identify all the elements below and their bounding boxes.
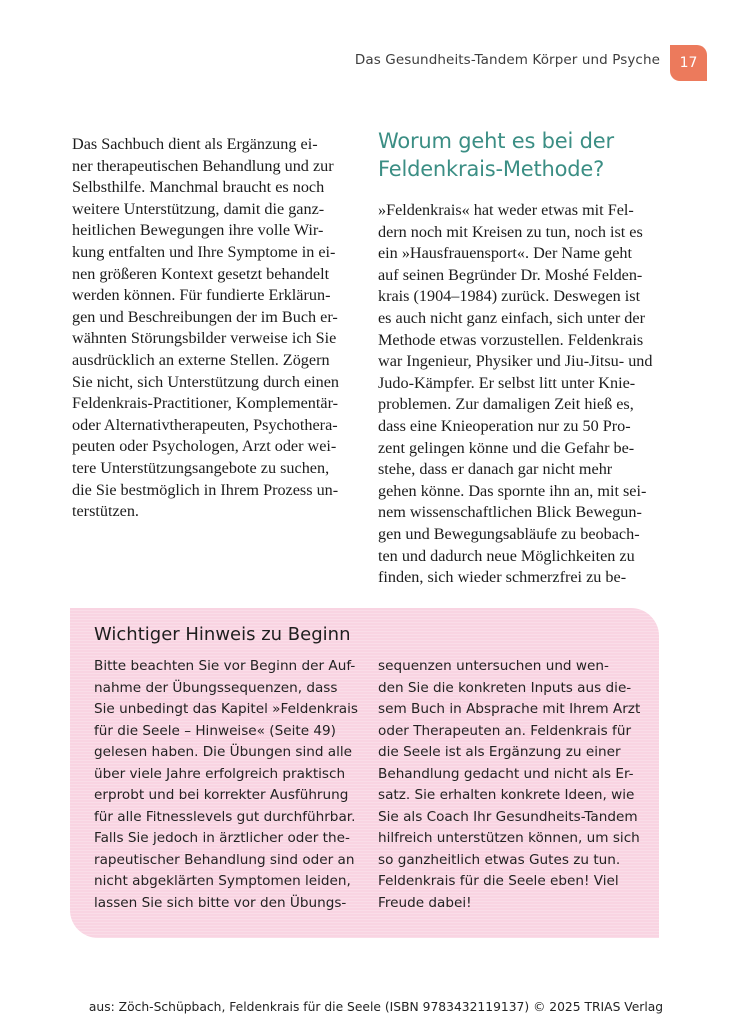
notice-line: sem Buch in Absprache mit Ihrem Arzt [378, 701, 641, 717]
right-body-text [378, 200, 658, 589]
running-header-title: Das Gesundheits-Tandem Körper und Psyche [354, 52, 660, 68]
text-line: gen und Beschreibungen der im Buch er- [72, 307, 338, 326]
text-line: »Feldenkrais« hat weder etwas mit Fel- [378, 201, 634, 219]
text-line: Methode etwas vorzustellen. Feldenkrais [378, 330, 644, 349]
notice-title: Wichtiger Hinweis zu Beginn [94, 624, 351, 645]
notice-line: so ganzheitlich etwas Gutes zu tun. [378, 851, 621, 868]
text-line: problemen. Zur damaligen Zeit hieß es, [378, 395, 634, 414]
text-line: ausdrücklich an externe Stellen. Zögern [72, 350, 330, 369]
notice-line: sequenzen untersuchen und wen- [378, 658, 609, 674]
text-line: finden, sich wieder schmerzfrei zu be- [378, 568, 627, 587]
notice-right-column [378, 656, 640, 914]
heading-line: Worum geht es bei der [378, 129, 614, 153]
text-line: ein »Hausfrauensport«. Der Name geht [378, 244, 632, 263]
notice-line: satz. Sie erhalten konkrete Ideen, wie [378, 787, 635, 803]
text-line: werden können. Für fundierte Erklärun- [72, 286, 331, 305]
footer-credit: aus: Zöch-Schüpbach, Feldenkrais für die Seele (ISBN 9783432119137) © 2025 TRIAS Verlag [88, 1000, 664, 1014]
text-line: terstützen. [72, 502, 139, 521]
notice-line: Bitte beachten Sie vor Beginn der Auf- [94, 658, 356, 674]
section-heading [378, 127, 678, 183]
notice-line: Sie unbedingt das Kapitel »Feldenkrais [94, 701, 358, 717]
text-line: dern noch mit Kreisen zu tun, noch ist es [378, 222, 643, 241]
text-line: Selbsthilfe. Manchmal braucht es noch [72, 178, 325, 197]
text-line: stehe, dass er danach gar nicht mehr [378, 460, 613, 479]
notice-line: erprobt und bei korrekter Ausführung [94, 787, 349, 803]
notice-line: rapeutischer Behandlung sind oder an [94, 851, 355, 868]
text-line: Judo-Kämpfer. Er selbst litt unter Knie- [378, 373, 636, 392]
notice-line: oder Therapeuten an. Feldenkrais für [378, 722, 632, 739]
notice-line: nicht abgeklärten Symptomen leiden, [94, 873, 351, 889]
notice-line: Behandlung gedacht und nicht als Er- [378, 765, 634, 782]
heading-line: Feldenkrais-Methode? [378, 157, 605, 181]
text-line: nen größeren Kontext gesetzt behandelt [72, 264, 330, 283]
text-line: krais (1904–1984) zurück. Deswegen ist [378, 287, 641, 306]
text-line: peuten oder Psychologen, Arzt oder wei- [72, 437, 337, 456]
text-line: Sie nicht, sich Unterstützung durch einen [72, 372, 340, 391]
text-line: tere Unterstützungsangebote zu suchen, [72, 458, 330, 477]
page-number-badge: 17 [670, 45, 707, 81]
text-line: ner therapeutischen Behandlung und zur [72, 156, 334, 175]
notice-line: für alle Fitnesslevels gut durchführbar. [94, 808, 356, 825]
notice-line: gelesen haben. Die Übungen sind alle [94, 744, 353, 760]
text-line: Feldenkrais-Practitioner, Komplementär- [72, 394, 339, 413]
notice-line: die Seele ist als Ergänzung zu einer [378, 744, 621, 760]
text-line: die Sie bestmöglich in Ihrem Prozess un- [72, 480, 339, 499]
text-line: es auch nicht ganz einfach, sich unter der [378, 308, 645, 327]
text-line: oder Alternativtherapeuten, Psychothera- [72, 415, 338, 434]
notice-line: Feldenkrais für die Seele eben! Viel [378, 873, 619, 889]
text-line: nem wissenschaftlichen Blick Bewegun- [378, 503, 642, 522]
text-line: kung entfalten und Ihre Symptome in ei- [72, 242, 336, 261]
notice-line: für die Seele – Hinweise« (Seite 49) [94, 722, 336, 739]
text-line: gen und Bewegungsabläufe zu beobach- [378, 524, 640, 543]
text-line: war Ingenieur, Physiker und Jiu-Jitsu- und [378, 352, 653, 371]
notice-line: hilfreich unterstützen können, um sich [378, 830, 640, 846]
text-line: weitere Unterstützung, damit die ganz- [72, 199, 325, 218]
left-body-text [72, 134, 352, 523]
notice-line: Falls Sie jedoch in ärztlicher oder the- [94, 830, 350, 846]
text-line: ten und dadurch neue Möglichkeiten zu [378, 546, 635, 565]
text-line: gehen könne. Das spornte ihn an, mit sei- [378, 481, 647, 500]
notice-line: den Sie die konkreten Inputs aus die- [378, 679, 632, 696]
text-line: zent gelingen könne und die Gefahr be- [378, 438, 635, 457]
notice-line: Freude dabei! [378, 894, 472, 911]
text-line: wähnten Störungsbilder verweise ich Sie [72, 329, 337, 348]
important-notice-box [70, 608, 659, 938]
text-line: heitlichen Bewegungen ihre volle Wir- [72, 221, 324, 240]
notice-left-column [94, 656, 358, 914]
text-line: auf seinen Begründer Dr. Moshé Felden- [378, 265, 643, 284]
text-line: dass eine Knieoperation nur zu 50 Pro- [378, 416, 631, 435]
notice-line: Sie als Coach Ihr Gesundheits-Tandem [378, 808, 638, 825]
notice-line: nahme der Übungssequenzen, dass [94, 679, 338, 696]
notice-line: über viele Jahre erfolgreich praktisch [94, 765, 346, 782]
notice-line: lassen Sie sich bitte vor den Übungs- [94, 894, 347, 911]
text-line: Das Sachbuch dient als Ergänzung ei- [72, 135, 318, 153]
